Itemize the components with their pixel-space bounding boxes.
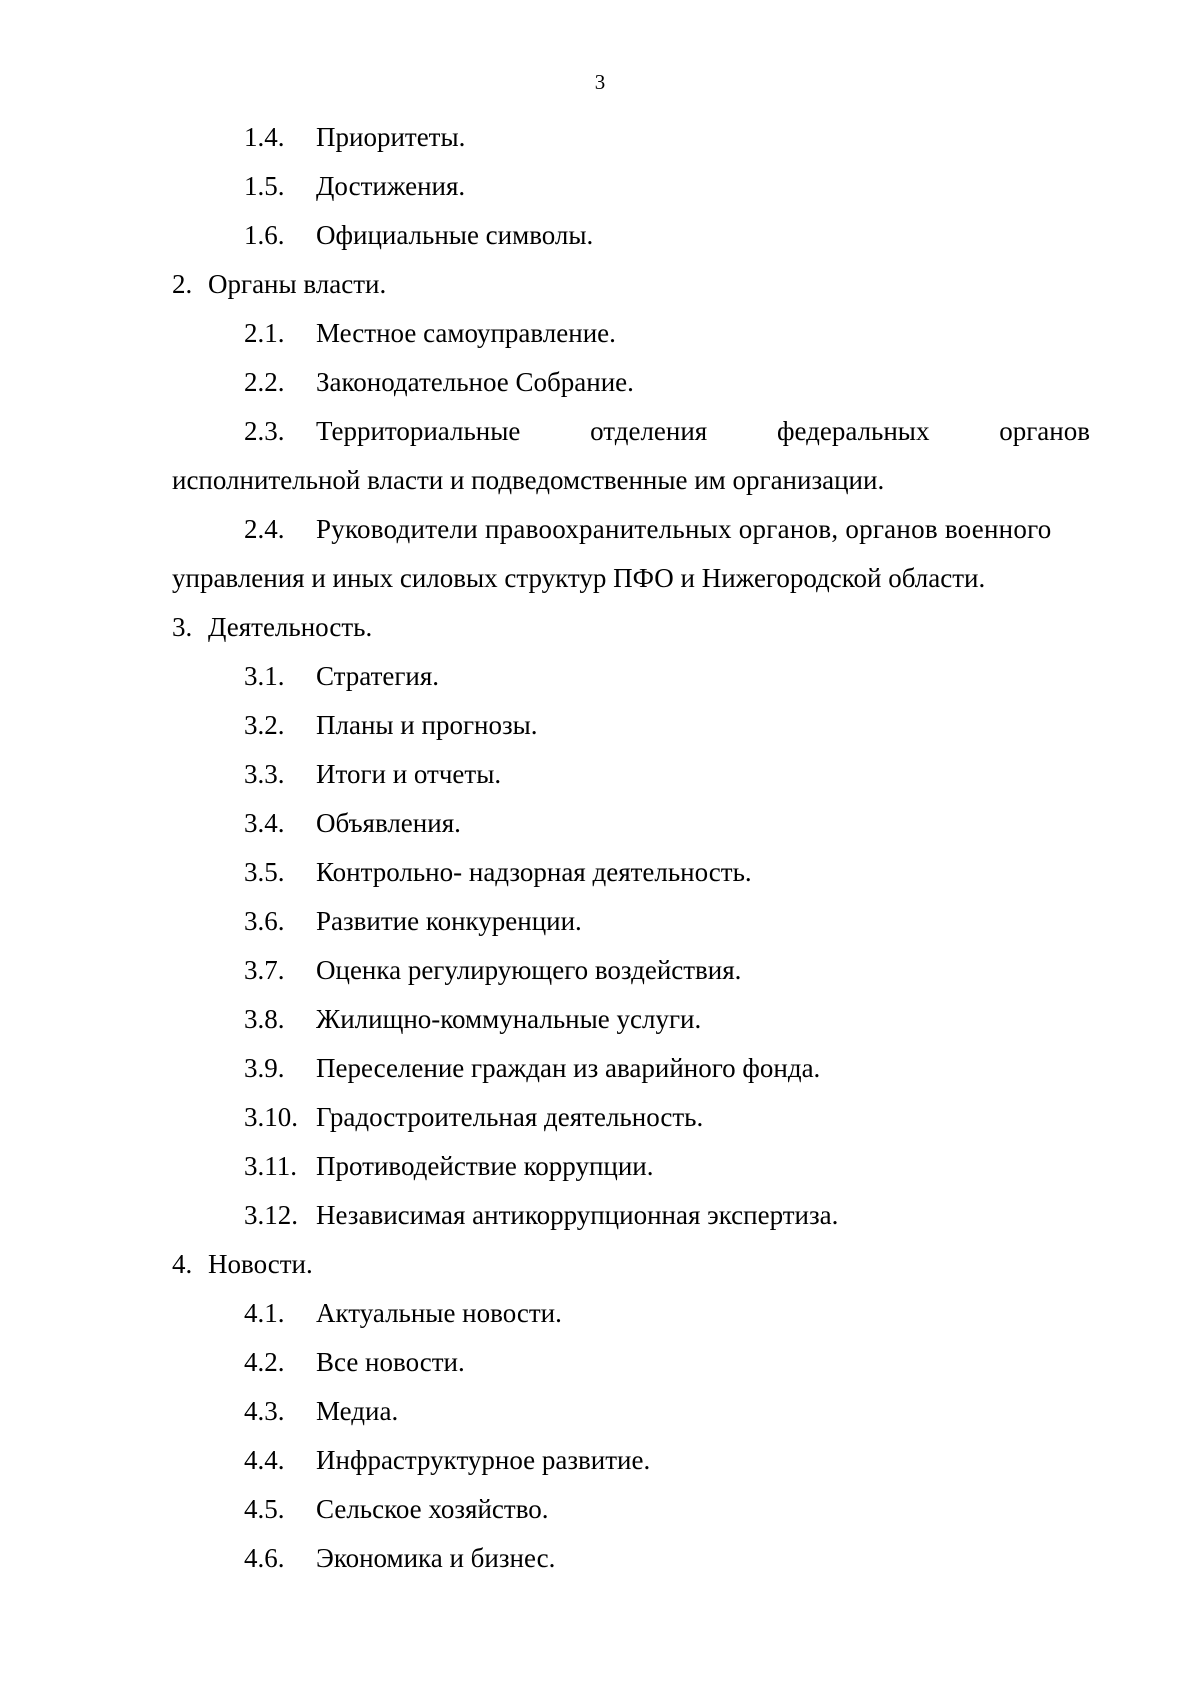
- item-number: 3.6.: [244, 906, 285, 936]
- item-title: Все новости.: [316, 1347, 465, 1377]
- table-of-contents: [172, 113, 1090, 1583]
- toc-item-3-11: [172, 1142, 1090, 1191]
- item-title: Экономика и бизнес.: [316, 1543, 556, 1573]
- toc-item-2-2: [172, 358, 1090, 407]
- item-number: 4.1.: [244, 1298, 285, 1328]
- toc-item-4-2: [172, 1338, 1090, 1387]
- toc-item-3-1: [172, 652, 1090, 701]
- section-number: 2.: [172, 269, 193, 299]
- item-number: 3.2.: [244, 710, 285, 740]
- item-number: 3.11.: [244, 1151, 297, 1181]
- toc-item-3-5: [172, 848, 1090, 897]
- item-number: 4.4.: [244, 1445, 285, 1475]
- item-number: 3.3.: [244, 759, 285, 789]
- item-number: 3.10.: [244, 1102, 298, 1132]
- section-number: 4.: [172, 1249, 193, 1279]
- section-title: Новости.: [208, 1249, 313, 1279]
- page-number: 3: [594, 70, 606, 94]
- item-title: Контрольно- надзорная деятельность.: [316, 857, 752, 887]
- item-number: 4.6.: [244, 1543, 285, 1573]
- item-word: Территориальные: [316, 416, 521, 446]
- toc-item-2-4-line1: [172, 505, 1090, 554]
- toc-item-3-2: [172, 701, 1090, 750]
- section-number: 3.: [172, 612, 193, 642]
- item-number: 3.9.: [244, 1053, 285, 1083]
- item-title: Медиа.: [316, 1396, 399, 1426]
- item-number: 3.8.: [244, 1004, 285, 1034]
- item-title: Противодействие коррупции.: [316, 1151, 654, 1181]
- item-number: 1.4.: [244, 122, 285, 152]
- item-number: 4.5.: [244, 1494, 285, 1524]
- item-number: 3.7.: [244, 955, 285, 985]
- toc-section-4: [172, 1240, 1090, 1289]
- item-number: 4.2.: [244, 1347, 285, 1377]
- item-title: Инфраструктурное развитие.: [316, 1445, 651, 1475]
- toc-section-2: [172, 260, 1090, 309]
- item-number: 2.3.: [244, 416, 285, 446]
- item-title: Независимая антикоррупционная экспертиза.: [316, 1200, 839, 1230]
- item-title: Руководители правоохранительных органов, органов военного: [316, 514, 1052, 544]
- toc-item-3-4: [172, 799, 1090, 848]
- item-title: Сельское хозяйство.: [316, 1494, 549, 1524]
- item-title: Оценка регулирующего воздействия.: [316, 955, 742, 985]
- section-title: Органы власти.: [208, 269, 387, 299]
- item-title: Жилищно-коммунальные услуги.: [316, 1004, 702, 1034]
- item-title: Местное самоуправление.: [316, 318, 616, 348]
- item-title: Итоги и отчеты.: [316, 759, 502, 789]
- item-title: Актуальные новости.: [316, 1298, 562, 1328]
- item-title: Переселение граждан из аварийного фонда.: [316, 1053, 821, 1083]
- item-word: органов: [999, 416, 1090, 446]
- item-title: Законодательное Собрание.: [316, 367, 634, 397]
- toc-item-4-6: [172, 1534, 1090, 1583]
- toc-item-3-10: [172, 1093, 1090, 1142]
- toc-item-3-6: [172, 897, 1090, 946]
- toc-section-3: [172, 603, 1090, 652]
- item-number: 3.1.: [244, 661, 285, 691]
- item-first-part: [244, 407, 520, 456]
- item-title: Объявления.: [316, 808, 461, 838]
- item-number: 1.5.: [244, 171, 285, 201]
- item-number: 3.12.: [244, 1200, 298, 1230]
- section-title: Деятельность.: [208, 612, 373, 642]
- item-number: 1.6.: [244, 220, 285, 250]
- item-title: Официальные символы.: [316, 220, 594, 250]
- toc-item-3-9: [172, 1044, 1090, 1093]
- item-number: 4.3.: [244, 1396, 285, 1426]
- toc-item-4-1: [172, 1289, 1090, 1338]
- toc-item-4-3: [172, 1387, 1090, 1436]
- item-word: федеральных: [777, 416, 930, 446]
- item-number: 3.4.: [244, 808, 285, 838]
- item-number: 2.2.: [244, 367, 285, 397]
- item-title: Приоритеты.: [316, 122, 466, 152]
- item-number: 3.5.: [244, 857, 285, 887]
- item-title: Достижения.: [316, 171, 466, 201]
- toc-item-4-4: [172, 1436, 1090, 1485]
- toc-item-3-7: [172, 946, 1090, 995]
- toc-item-2-3-line1: [172, 407, 1090, 456]
- toc-item-2-1: [172, 309, 1090, 358]
- toc-item-1-4: [172, 113, 1090, 162]
- toc-item-4-5: [172, 1485, 1090, 1534]
- toc-item-1-5: [172, 162, 1090, 211]
- toc-item-3-12: [172, 1191, 1090, 1240]
- toc-item-2-3-line2: исполнительной власти и подведомственные им организации.: [172, 465, 885, 495]
- item-number: 2.1.: [244, 318, 285, 348]
- item-number: 2.4.: [244, 514, 285, 544]
- toc-item-1-6: [172, 211, 1090, 260]
- item-title: Планы и прогнозы.: [316, 710, 538, 740]
- toc-item-2-4-line2: управления и иных силовых структур ПФО и Нижегородской области.: [172, 563, 986, 593]
- item-title: Стратегия.: [316, 661, 440, 691]
- item-title: Градостроительная деятельность.: [316, 1102, 704, 1132]
- toc-item-3-8: [172, 995, 1090, 1044]
- item-word: отделения: [590, 416, 708, 446]
- toc-item-3-3: [172, 750, 1090, 799]
- item-title: Развитие конкуренции.: [316, 906, 582, 936]
